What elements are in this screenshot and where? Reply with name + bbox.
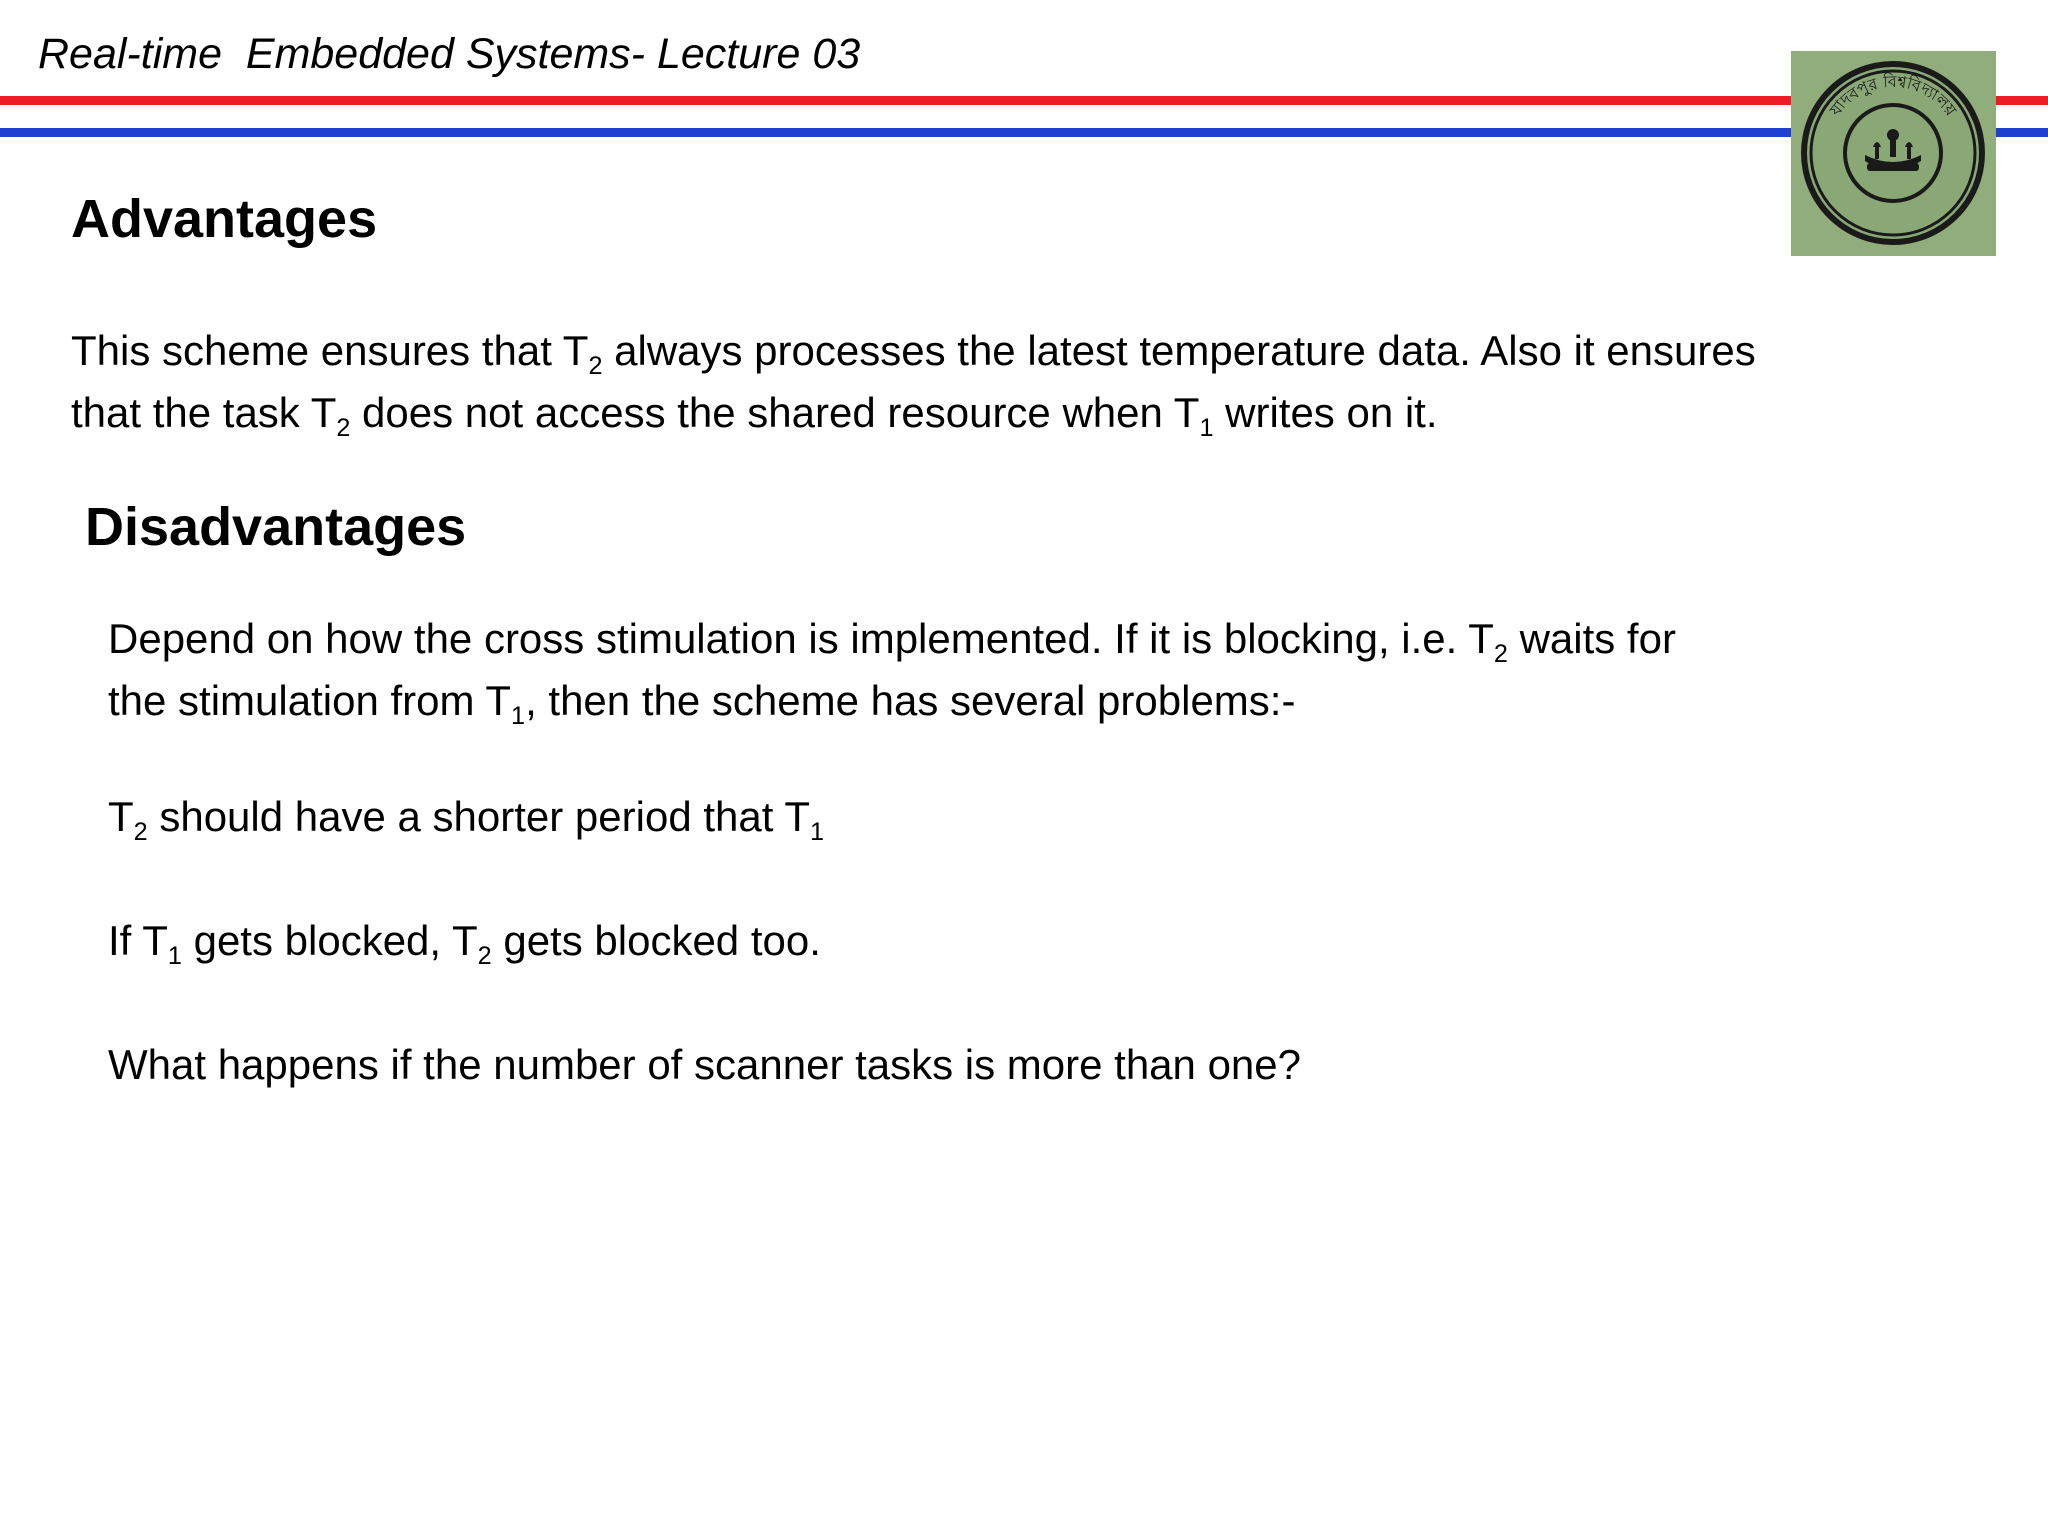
university-seal-icon [1791, 51, 1996, 256]
disadvantages-point-2 [108, 910, 821, 972]
text-run: If T [108, 917, 168, 964]
text-run: writes on it. [1213, 389, 1438, 436]
text-run: , then the scheme has several problems:- [525, 677, 1296, 724]
header-rule-blue [0, 128, 2048, 137]
text-run: always processes the latest temperature data. Also it ensures [602, 327, 1756, 374]
advantages-line-2 [71, 382, 1438, 444]
disadvantages-point-1 [108, 786, 824, 848]
subscript: 2 [477, 941, 492, 970]
text-run: should have a shorter period that T [147, 793, 810, 840]
seal-text: যাদবপুর বিশ্ববিদ্যালয় [1825, 71, 1961, 120]
subscript: 1 [511, 701, 526, 730]
text-run: What happens if the number of scanner tasks is more than one? [108, 1041, 1302, 1088]
advantages-line-1 [71, 320, 1756, 382]
subscript: 1 [1199, 413, 1214, 442]
text-run: This scheme ensures that T [71, 327, 589, 374]
text-run: the stimulation from T [108, 677, 512, 724]
advantages-heading: Advantages [71, 189, 378, 249]
subscript: 2 [588, 351, 603, 380]
subscript: 2 [1493, 639, 1508, 668]
header-rule-red [0, 96, 2048, 105]
subscript: 1 [809, 817, 824, 846]
text-run: waits for [1507, 615, 1676, 662]
text-run: does not access the shared resource when T [350, 389, 1200, 436]
disadvantages-intro-line-2 [108, 670, 1295, 732]
disadvantages-heading: Disadvantages [85, 497, 467, 557]
disadvantages-intro-line-1 [108, 608, 1676, 670]
lecture-title: Real-time Embedded Systems- Lecture 03 [38, 30, 861, 78]
disadvantages-point-3 [108, 1034, 1301, 1096]
text-run: gets blocked, T [181, 917, 478, 964]
text-run: Depend on how the cross stimulation is implemented. If it is blocking, i.e. T [108, 615, 1494, 662]
text-run: that the task T [71, 389, 337, 436]
subscript: 2 [336, 413, 351, 442]
text-run: gets blocked too. [491, 917, 821, 964]
text-run: T [108, 793, 134, 840]
subscript: 1 [167, 941, 182, 970]
subscript: 2 [133, 817, 148, 846]
